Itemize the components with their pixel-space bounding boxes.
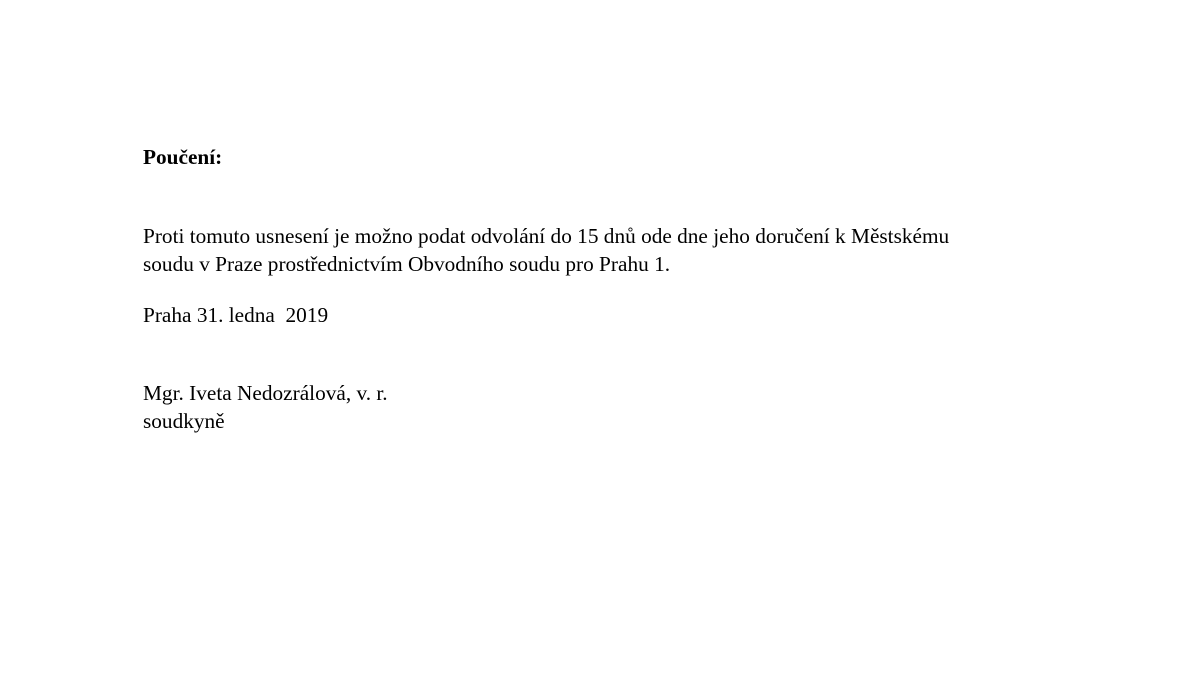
signature-block: [143, 379, 388, 435]
instruction-heading: Poučení:: [143, 145, 223, 169]
place-and-date: Praha 31. ledna 2019: [143, 303, 329, 327]
appeal-instruction-paragraph: [143, 222, 1073, 278]
signatory-title: soudkyně: [143, 409, 225, 433]
signatory-name: Mgr. Iveta Nedozrálová, v. r.: [143, 381, 388, 405]
paragraph-line: soudu v Praze prostřednictvím Obvodního soudu pro Prahu 1.: [143, 252, 671, 276]
paragraph-line: Proti tomuto usnesení je možno podat odvolání do 15 dnů ode dne jeho doručení k Městskému: [143, 224, 950, 248]
